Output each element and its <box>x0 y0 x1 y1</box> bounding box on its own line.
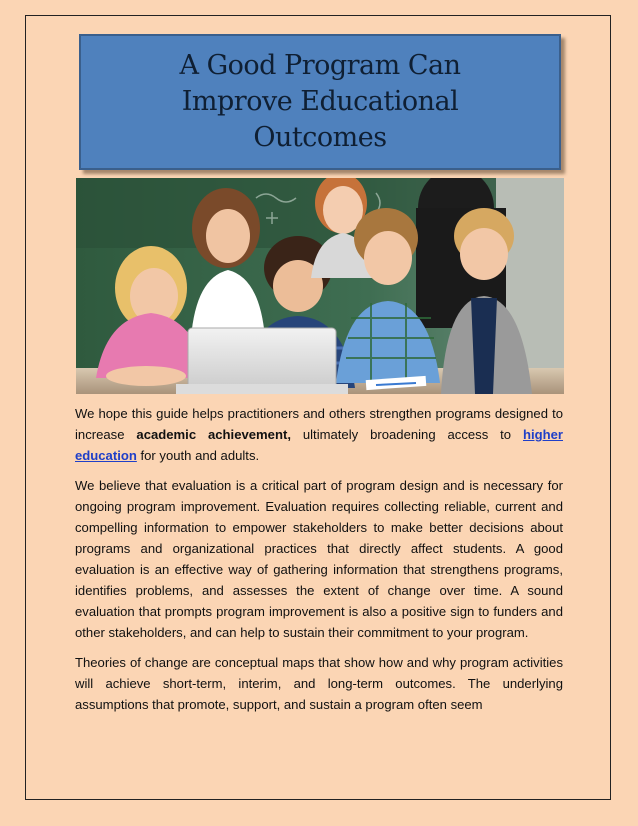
intro-text-start: We hope this guide helps practitioners and others strengthen programs designed to increase <box>75 406 563 442</box>
body-text <box>75 403 563 724</box>
page-title: A Good Program Can Improve Educational Outcomes <box>179 50 461 153</box>
title-banner <box>79 34 561 170</box>
higher-education-link[interactable]: higher education <box>75 427 563 463</box>
intro-text-end: for youth and adults. <box>136 448 260 463</box>
academic-achievement-emphasis: academic achievement, <box>136 427 291 442</box>
intro-text-middle: ultimately broadening access to <box>290 427 523 442</box>
paragraph-theories-of-change: Theories of change are conceptual maps that show how and why program activities will achieve short-term, interim, and long-term outcomes. The underlying assumptions that promote, support, and sustain a program often seem <box>75 655 563 712</box>
paragraph-evaluation: We believe that evaluation is a critical part of program design and is necessary for ongoing program improvement. Evaluation requires collecting reliable, current and compelling information to empower stakeholders to make better decisions about programs and organizational practices that directly affect students. A good evaluation is an effective way of gathering information that strengthens programs, identifies problems, and assesses the extent of change over time. A sound evaluation that prompts program improvement is also a positive sign to funders and other stakeholders, and can help to sustain their commitment to your program. <box>75 478 563 640</box>
paragraph-intro <box>75 403 563 466</box>
classroom-photo <box>76 178 564 394</box>
